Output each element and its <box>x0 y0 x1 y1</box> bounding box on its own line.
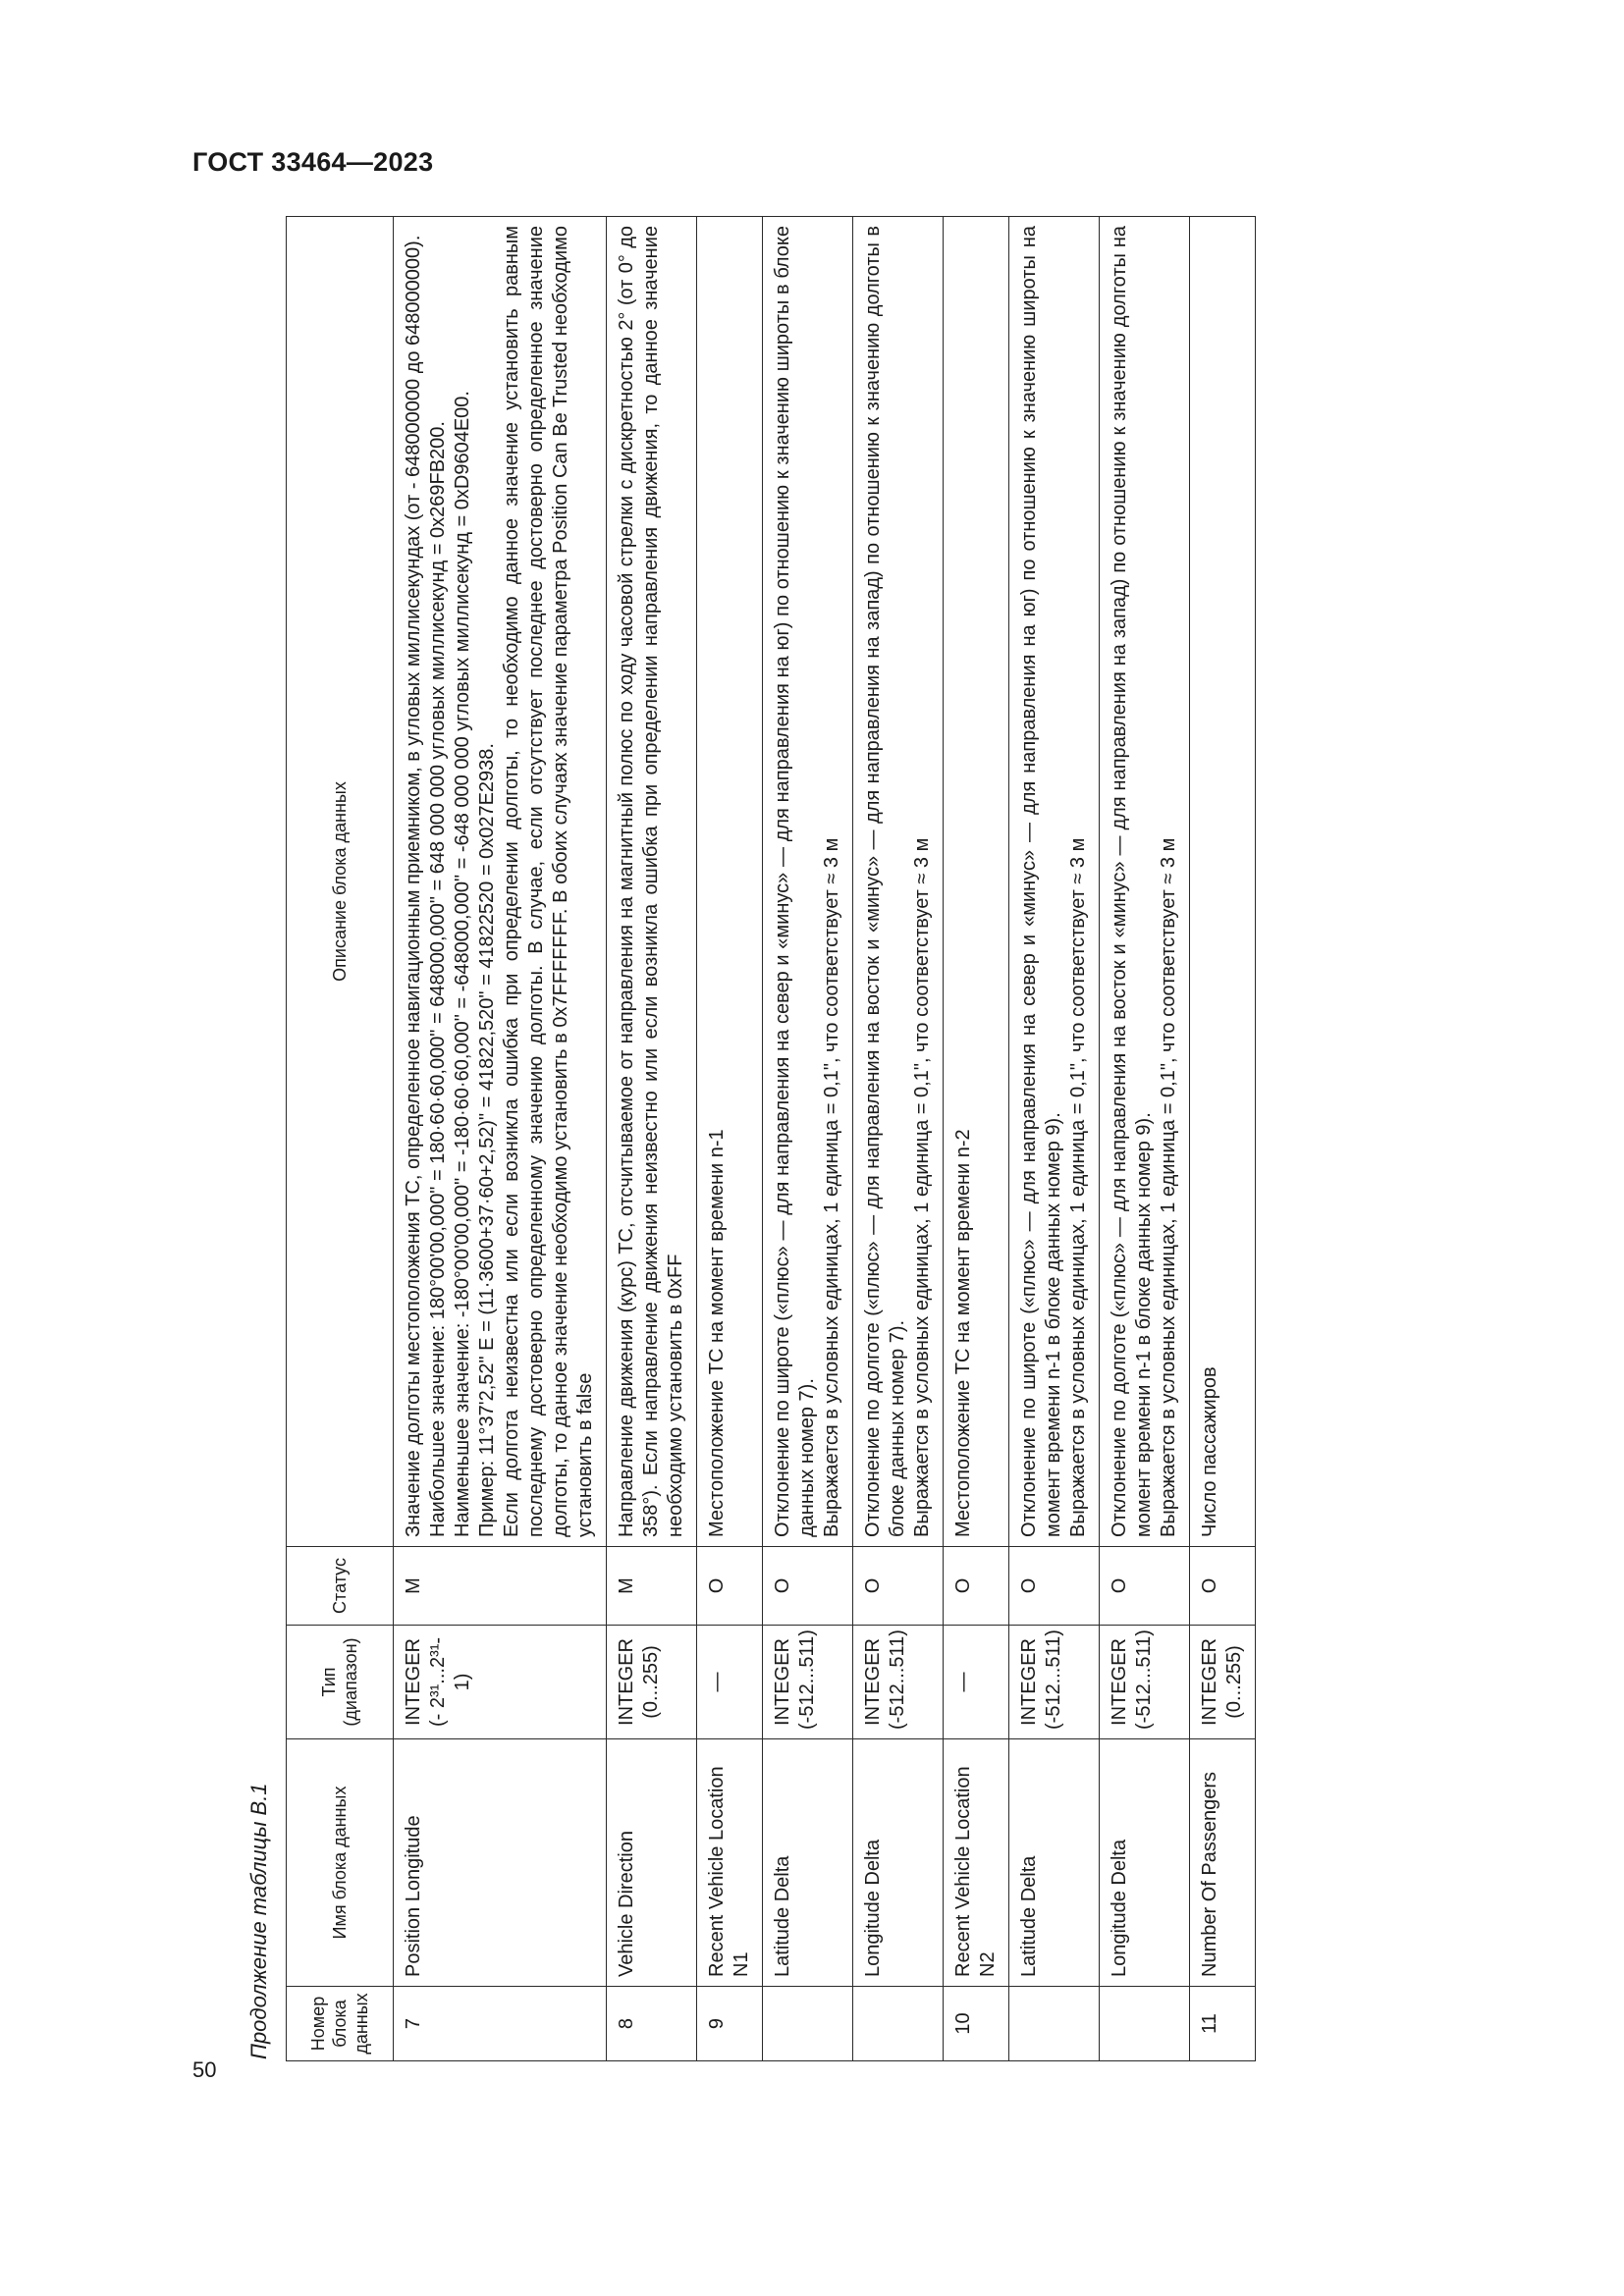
description-line: Выражается в условных единицах, 1 единица = 0,1", что соответствует ≈ 3 м <box>821 837 842 1537</box>
block-number: 9 <box>697 1987 763 2061</box>
description-line: Выражается в условных единицах, 1 единица = 0,1", что соответствует ≈ 3 м <box>1067 837 1089 1537</box>
table-body <box>394 217 1256 2061</box>
block-number: 7 <box>394 1987 607 2061</box>
block-name: Recent Vehicle Location N1 <box>697 1739 763 1987</box>
col-header-type: Тип (диапазон) <box>287 1626 394 1739</box>
block-description <box>394 217 607 1547</box>
block-number <box>763 1987 853 2061</box>
block-name: Latitude Delta <box>763 1739 853 1987</box>
page-number: 50 <box>192 2057 217 2082</box>
block-status: O <box>763 1547 853 1626</box>
block-name: Longitude Delta <box>1100 1739 1190 1987</box>
block-status: O <box>1100 1547 1190 1626</box>
block-status: O <box>1009 1547 1100 1626</box>
block-description <box>1009 217 1100 1547</box>
col-header-name: Имя блока данных <box>287 1739 394 1987</box>
description-line: Пример: 11°37'2,52" E = (11·3600+37·60+2,52)" = 41822,520" = 41822520 = 0x027E2938. <box>476 743 498 1537</box>
block-description <box>944 217 1009 1547</box>
col-header-description: Описание блока данных <box>287 217 394 1547</box>
description-line: Отклонение по широте («плюс» — для направления на север и «минус» — для направления на юг) по отношению к значению широты в блоке данных номер 7). <box>772 226 818 1537</box>
block-type: INTEGER (-512...511) <box>763 1626 853 1739</box>
table-caption: Продолжение таблицы В.1 <box>246 1783 271 2059</box>
block-type: INTEGER (-512...511) <box>1100 1626 1190 1739</box>
block-type: INTEGER (- 2³¹...2³¹- 1) <box>394 1626 607 1739</box>
table-row <box>607 217 697 2061</box>
description-line: Число пассажиров <box>1199 1366 1220 1537</box>
block-name: Latitude Delta <box>1009 1739 1100 1987</box>
description-line: Направление движения (курс) ТС, отсчитываемое от направления на магнитный полюс по ходу часовой стрелки с дискретностью 2° (от 0° до 358°). Если направление движения неизвестно или если возникла ошибка при определении направления движения, то данное значение необходимо установить в 0xFF <box>616 226 686 1537</box>
description-line: Наименьшее значение: -180°00'00,000" = -180·60·60,000" = -648000,000" = -648 000 000 угловых миллисекунд = 0xD9604E00. <box>452 391 473 1537</box>
col-header-number: Номер блока данных <box>287 1987 394 2061</box>
block-name: Recent Vehicle Location N2 <box>944 1739 1009 1987</box>
document-header: ГОСТ 33464—2023 <box>192 147 434 177</box>
block-description <box>1100 217 1190 1547</box>
block-name: Vehicle Direction <box>607 1739 697 1987</box>
block-status: M <box>394 1547 607 1626</box>
table-row <box>697 217 763 2061</box>
block-description <box>697 217 763 1547</box>
block-number: 8 <box>607 1987 697 2061</box>
table-row <box>394 217 607 2061</box>
block-name: Position Longitude <box>394 1739 607 1987</box>
block-type: — <box>697 1626 763 1739</box>
block-status: O <box>853 1547 944 1626</box>
block-description <box>853 217 944 1547</box>
description-line: Выражается в условных единицах, 1 единица = 0,1", что соответствует ≈ 3 м <box>911 837 933 1537</box>
table-header-row <box>287 217 394 2061</box>
block-type: INTEGER (0...255) <box>1190 1626 1256 1739</box>
table-row <box>1190 217 1256 2061</box>
block-type: INTEGER (0...255) <box>607 1626 697 1739</box>
table-row <box>944 217 1009 2061</box>
description-line: Выражается в условных единицах, 1 единица = 0,1", что соответствует ≈ 3 м <box>1158 837 1179 1537</box>
description-line: Отклонение по широте («плюс» — для направления на север и «минус» — для направления на юг) по отношению к значению широты на момент времени n-1 в блоке данных номер 9). <box>1018 226 1064 1537</box>
description-line: Отклонение по долготе («плюс» — для направления на восток и «минус» — для направления на запад) по отношению к значению долготы в блоке данных номер 7). <box>862 226 908 1537</box>
block-number <box>1100 1987 1190 2061</box>
description-line: Местоположение ТС на момент времени n-1 <box>706 1129 728 1537</box>
block-status: O <box>1190 1547 1256 1626</box>
block-description <box>1190 217 1256 1547</box>
block-status: M <box>607 1547 697 1626</box>
col-header-status: Статус <box>287 1547 394 1626</box>
block-description <box>607 217 697 1547</box>
data-blocks-table <box>286 216 1256 2061</box>
block-number: 11 <box>1190 1987 1256 2061</box>
block-number: 10 <box>944 1987 1009 2061</box>
table-row <box>763 217 853 2061</box>
block-name: Number Of Passengers <box>1190 1739 1256 1987</box>
block-type: INTEGER (-512...511) <box>853 1626 944 1739</box>
description-line: Наибольшее значение: 180°00'00,000" = 180·60·60,000" = 648000,000" = 648 000 000 угловых миллисекунд = 0x269FB200. <box>427 421 449 1537</box>
block-description <box>763 217 853 1547</box>
block-status: O <box>944 1547 1009 1626</box>
table-row <box>1009 217 1100 2061</box>
block-name: Longitude Delta <box>853 1739 944 1987</box>
description-line: Отклонение по долготе («плюс» — для направления на восток и «минус» — для направления на запад) по отношению к значению долготы на момент времени n-1 в блоке данных номер 9). <box>1109 226 1155 1537</box>
table-row <box>1100 217 1190 2061</box>
block-number <box>1009 1987 1100 2061</box>
block-number <box>853 1987 944 2061</box>
description-line: Если долгота неизвестна или если возникла ошибка при определении долготы, то необходимо данное значение установить равным последнему достоверно определенному значению долготы. В случае, если отсутствует последнее достоверно определенное значение долготы, то данное значение необходимо установить в 0x7FFFFFFF. В обоих случаях значение параметра Position Can Be Trusted необходимо установить в false <box>501 226 596 1537</box>
block-type: INTEGER (-512...511) <box>1009 1626 1100 1739</box>
rotated-table-area <box>243 216 1499 2061</box>
table-row <box>853 217 944 2061</box>
description-line: Местоположение ТС на момент времени n-2 <box>952 1129 974 1537</box>
block-status: O <box>697 1547 763 1626</box>
block-type: — <box>944 1626 1009 1739</box>
description-line: Значение долготы местоположения ТС, определенное навигационным приемником, в угловых миллисекундах (от - 648000000 до 648000000). <box>403 235 424 1537</box>
